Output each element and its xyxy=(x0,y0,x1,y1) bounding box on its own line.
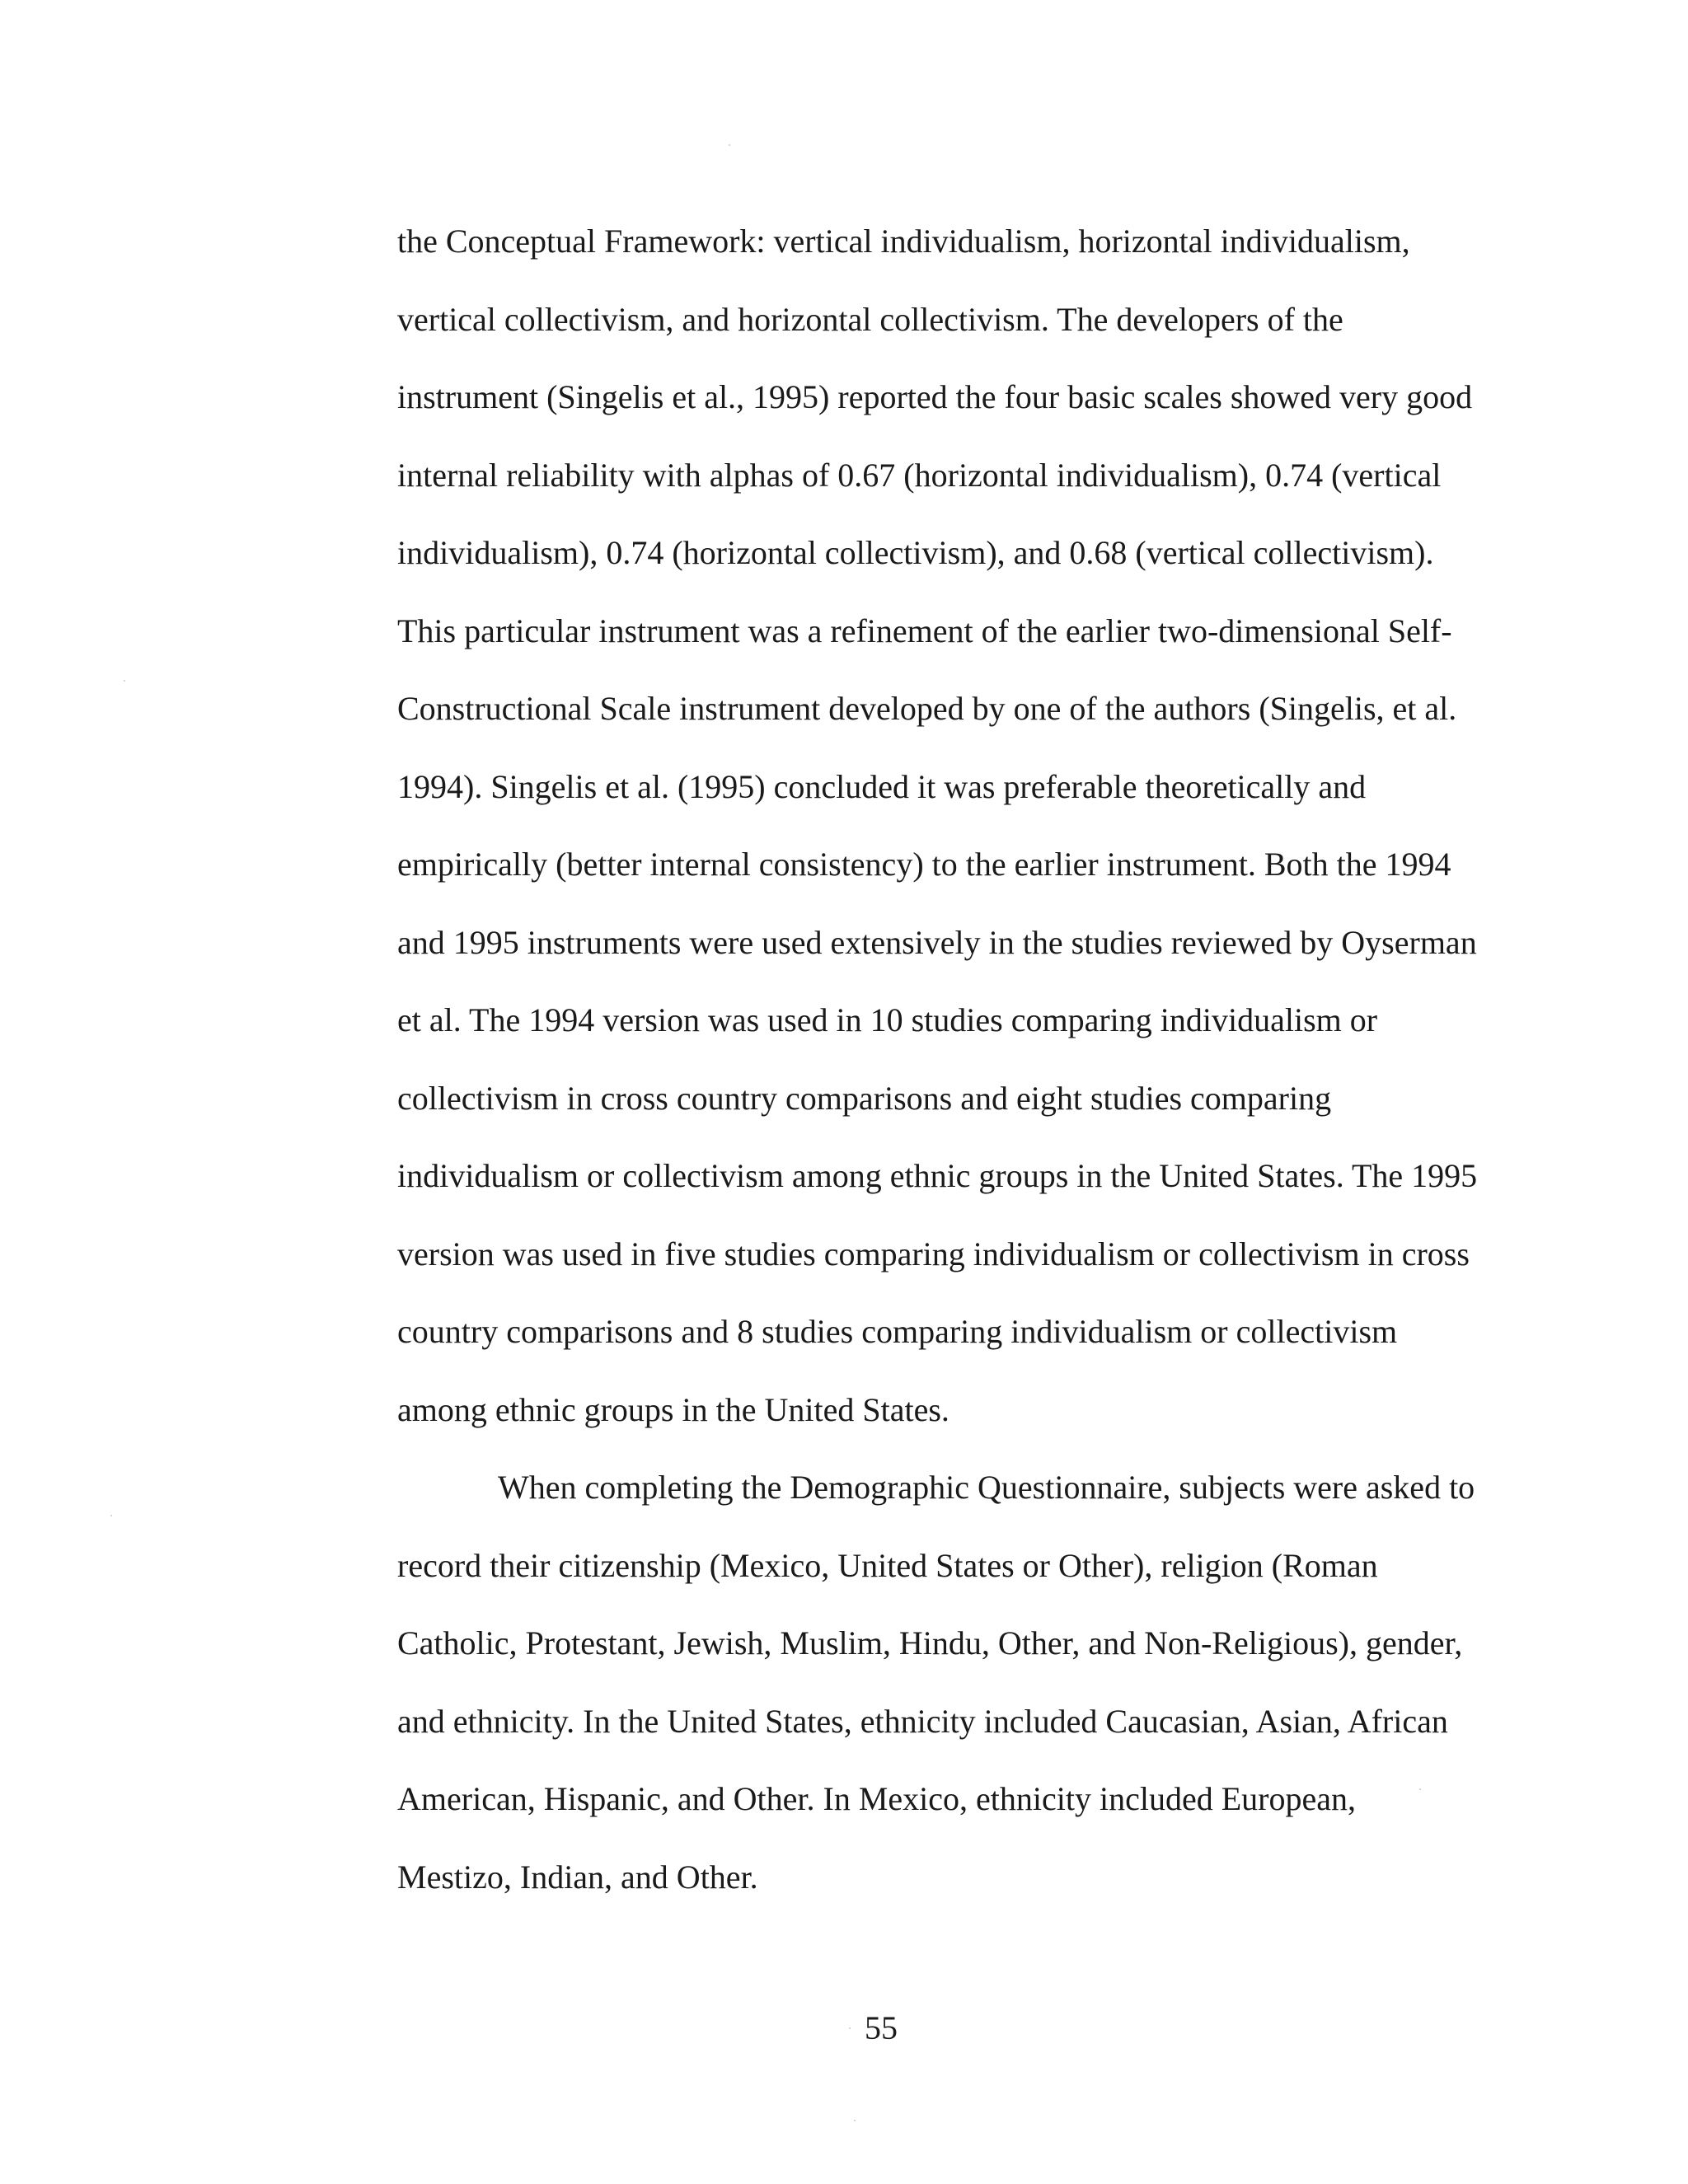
paragraph-1-line: internal reliability with alphas of 0.67 (horizontal individualism), 0.74 (vertical xyxy=(397,457,1442,494)
paragraph-1-line: among ethnic groups in the United States. xyxy=(397,1391,950,1428)
paragraph-1-line: 1994). Singelis et al. (1995) concluded it was preferable theoretically and xyxy=(397,768,1367,805)
paragraph-1-line: et al. The 1994 version was used in 10 studies comparing individualism or xyxy=(397,1001,1378,1038)
paragraph-2-line: When completing the Demographic Questionnaire, subjects were asked to xyxy=(498,1469,1475,1506)
paragraph-1-line: individualism or collectivism among ethnic groups in the United States. The 1995 xyxy=(397,1157,1478,1194)
paragraph-1-line: vertical collectivism, and horizontal collectivism. The developers of the xyxy=(397,301,1343,338)
scan-speck xyxy=(849,2027,851,2029)
paragraph-1-line: instrument (Singelis et al., 1995) reported the four basic scales showed very good xyxy=(397,378,1473,415)
page-number: 55 xyxy=(865,2009,898,2046)
paragraph-1-line: Constructional Scale instrument developed by one of the authors (Singelis, et al. xyxy=(397,690,1457,727)
paragraph-1-line: version was used in five studies comparing individualism or collectivism in cross xyxy=(397,1235,1470,1272)
paragraph-2-line: record their citizenship (Mexico, United States or Other), religion (Roman xyxy=(397,1547,1378,1584)
paragraph-1-line: individualism), 0.74 (horizontal collectivism), and 0.68 (vertical collectivism). xyxy=(397,534,1434,571)
scan-speck xyxy=(110,1515,112,1516)
scan-speck xyxy=(729,144,730,146)
scan-speck xyxy=(1419,1788,1421,1790)
paragraph-1-line: This particular instrument was a refinement of the earlier two-dimensional Self- xyxy=(397,612,1452,649)
paragraph-2-line: and ethnicity. In the United States, ethnicity included Caucasian, Asian, African xyxy=(397,1703,1448,1740)
paragraph-2-line: Mestizo, Indian, and Other. xyxy=(397,1858,758,1896)
paragraph-1-line: collectivism in cross country comparisons and eight studies comparing xyxy=(397,1080,1332,1117)
scan-speck xyxy=(124,680,125,682)
paragraph-1-line: and 1995 instruments were used extensively in the studies reviewed by Oyserman xyxy=(397,924,1477,961)
paragraph-1-line: country comparisons and 8 studies comparing individualism or collectivism xyxy=(397,1313,1398,1350)
scan-speck xyxy=(854,2120,856,2121)
paragraph-1-line: the Conceptual Framework: vertical individualism, horizontal individualism, xyxy=(397,223,1410,260)
paragraph-2-line: American, Hispanic, and Other. In Mexico, ethnicity included European, xyxy=(397,1780,1356,1817)
paragraph-1-line: empirically (better internal consistency) to the earlier instrument. Both the 1994 xyxy=(397,846,1451,883)
paragraph-2-line: Catholic, Protestant, Jewish, Muslim, Hindu, Other, and Non-Religious), gender, xyxy=(397,1624,1463,1661)
